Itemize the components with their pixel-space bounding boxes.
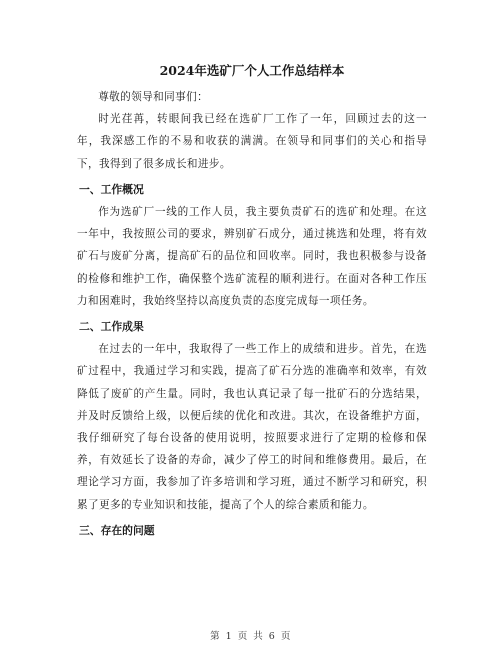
salutation: 尊敬的领导和同事们： <box>98 91 209 103</box>
page-number-footer: 第 1 页 共 6 页 <box>210 631 292 642</box>
section-heading-problems: 三、存在的问题 <box>79 523 155 537</box>
document-content <box>77 62 427 542</box>
section-heading-results: 二、工作成果 <box>79 320 144 334</box>
intro-paragraph: 时光荏苒，转眼间我已经在选矿厂工作了一年，回顾过去的这一年，我深感工作的不易和收获的满满。在领导和同事们的关心和指导下，我得到了很多成长和进步。 <box>77 113 427 170</box>
section-body-results: 在过去的一年中，我取得了一些工作上的成绩和进步。首先，在选矿过程中，我通过学习和实践，提高了矿石分选的准确率和效率，有效降低了废矿的产生量。同时，我也认真记录了每一批矿石的分选结果，并及时反馈给上级，以便后续的优化和改进。其次，在设备维护方面，我仔细研究了每台设备的使用说明，按照要求进行了定期的检修和保养，有效延长了设备的寿命，减少了停工的时间和维修费用。最后，在理论学习方面，我参加了许多培训和学习班，通过不断学习和研究，积累了更多的专业知识和技能，提高了个人的综合素质和能力。 <box>77 343 427 511</box>
document-title: 2024年选矿厂个人工作总结样本 <box>159 63 345 78</box>
section-heading-overview: 一、工作概况 <box>79 182 144 196</box>
section-body-overview: 作为选矿厂一线的工作人员，我主要负责矿石的选矿和处理。在这一年中，我按照公司的要求，辨别矿石成分，通过挑选和处理，将有效矿石与废矿分离，提高矿石的品位和回收率。同时，我也积极参与设备的检修和维护工作，确保整个选矿流程的顺利进行。在面对各种工作压力和困难时，我始终坚持以高度负责的态度完成每一项任务。 <box>77 206 427 307</box>
